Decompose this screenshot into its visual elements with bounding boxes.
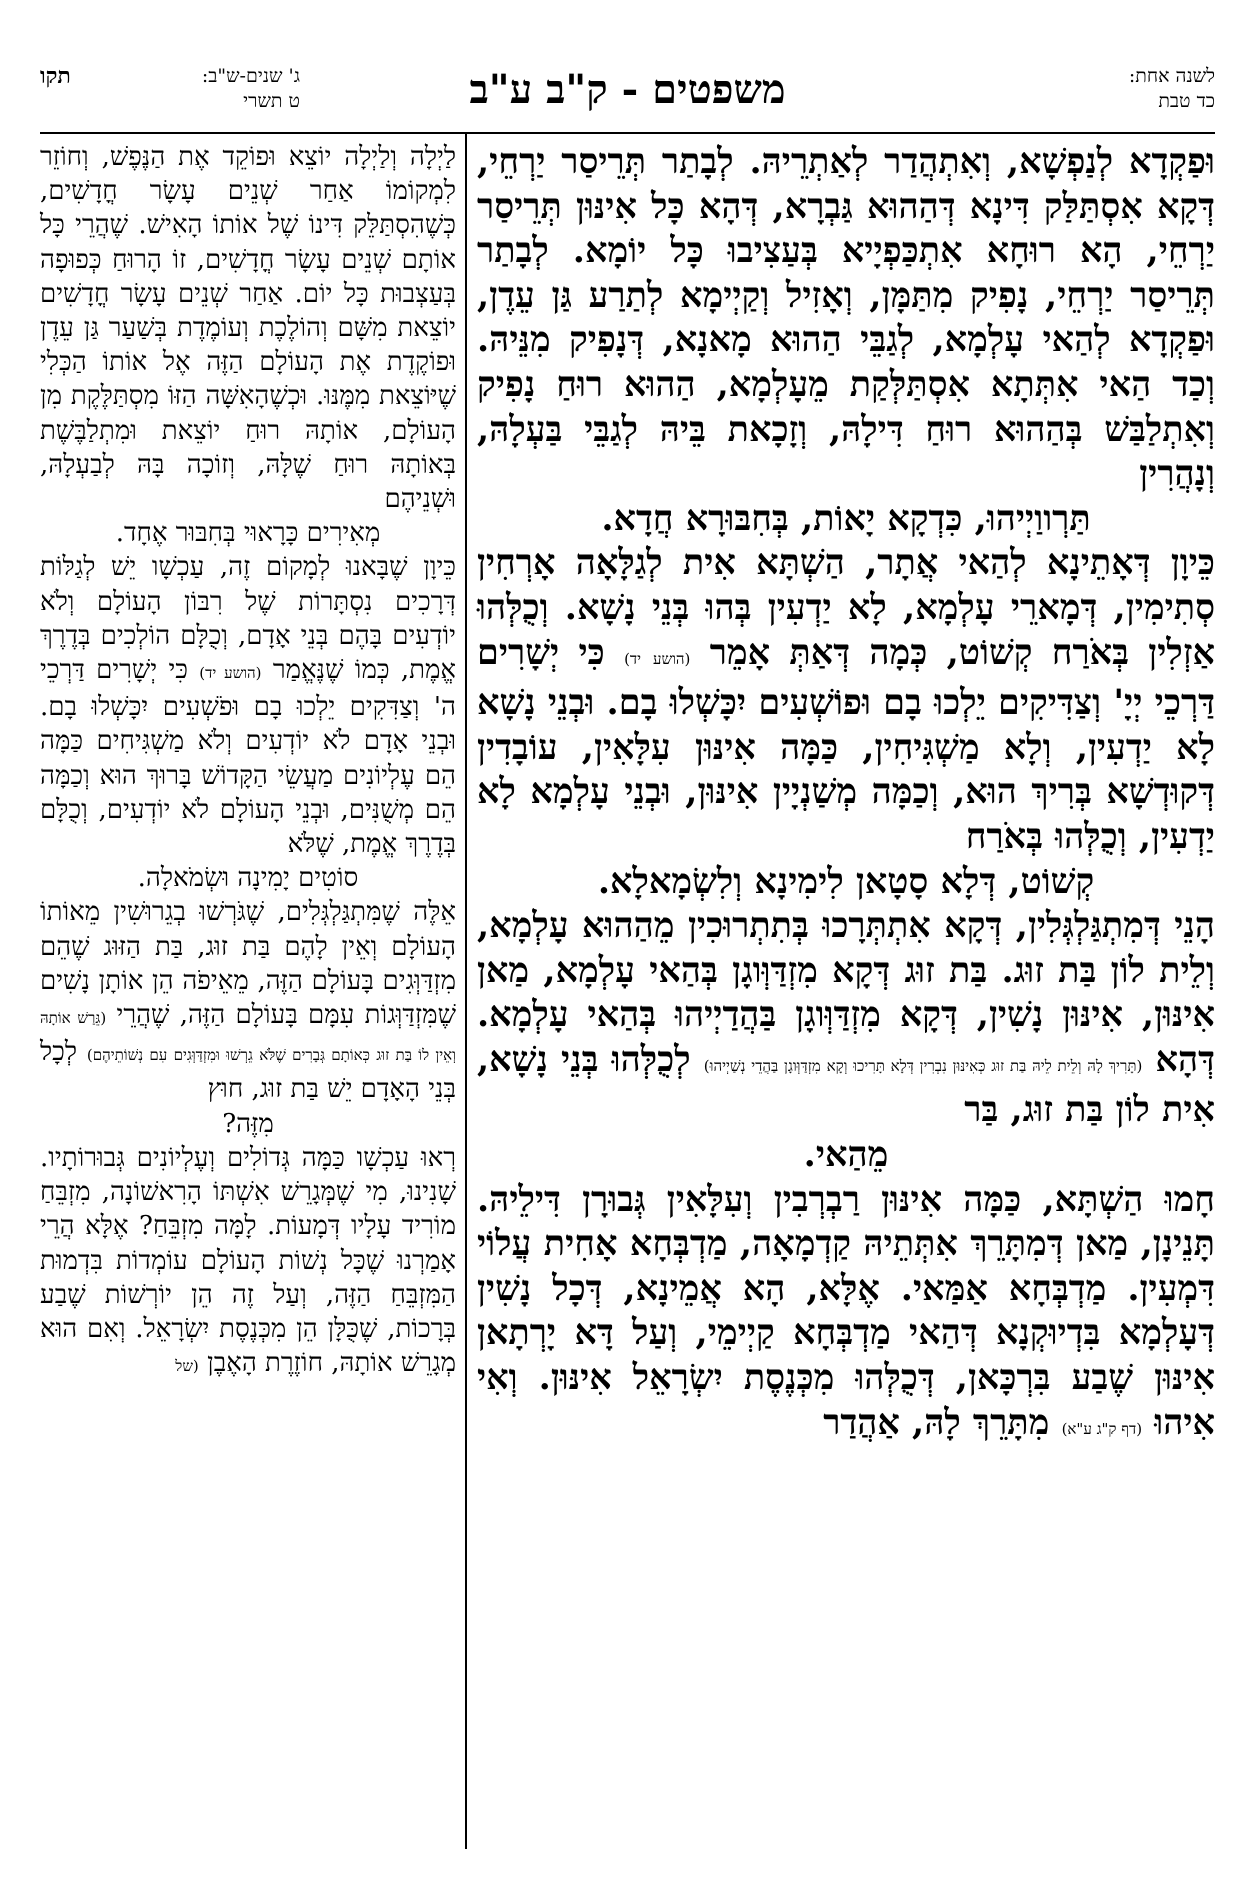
paragraph-text: כֵּיוָן דְּאָתֵינָא לְהַאי אֲתָר, הַשְׁתָּא אִית לְגַלָּאָה אָרְחִין סְתִימִין, דְּמָארֵי עָלְמָא, לָא יַדְעִין בְּהוּ בְּנֵי נָשָׁא. וְכֻלְּהוּ אַזְלִין בְּאֹרַח קְשׁוֹט, כְּמָה דְּאַתְּ אָמֵר: [477, 542, 1216, 673]
paragraph-text: לַיְלָה וְלַיְלָה יוֹצֵא וּפוֹקֵד אֶת הַנֶּפֶשׁ, וְחוֹזֵר לִמְקוֹמוֹ אַחַר שְׁנֵים עָשָׂר חֳדָשִׁים, כְּשֶׁהִסְתַּלֵּק דִּינוֹ שֶׁל אוֹתוֹ הָאִישׁ. שֶׁהֲרֵי כָּל אוֹתָם שְׁנֵים עָשָׂר חֳדָשִׁים, זוֹ הָרוּחַ כְּפוּפָה בְּעַצְבוּת כָּל יוֹם. אַחַר שְׁנֵים עָשָׂר חֳדָשִׁים יוֹצֵאת מִשָּׁם וְהוֹלֶכֶת וְעוֹמֶדֶת בְּשַׁעַר גַּן עֵדֶן וּפוֹקֶדֶת אֶת הָעוֹלָם הַזֶּה אֶל אוֹתוֹ הַכְּלִי שֶׁיּוֹצֵאת מִמֶּנּוּ. וּכְשֶׁהָאִשָּׁה הַזּוֹ מִסְתַּלֶּקֶת מִן הָעוֹלָם, אוֹתָהּ רוּחַ יוֹצֵאת וּמִתְלַבֶּשֶׁת בְּאוֹתָהּ רוּחַ שֶׁלָּהּ, וְזוֹכָה בָּהּ לְבַעְלָהּ, וּשְׁנֵיהֶם: [40, 142, 456, 515]
paragraph-text: כִּי יְשָׁרִים דַּרְכֵי יְיָ' וְצַדִּיקִים יֵלְכוּ בָם וּפוֹשְׁעִים יִכָּשְׁלוּ בָם. וּבְנֵי נָשָׁא לָא יַדְעִין, וְלָא מַשְׁגִּיחִין, כַּמָּה אִינּוּן עִלָּאִין, עוֹבָדִין דְּקוּדְשָׁא בְּרִיךְ הוּא, וְכַמָּה מְשַׁנְיָין אִינּוּן, וּבְנֵי עָלְמָא לָא יַדְעִין, וְכֻלְּהוּ בְּאֹרַח: [477, 631, 1215, 857]
paragraph-last-line: קְשׁוֹט, דְּלָא סָטָאן לִימִינָא וְלִשְׂמָאלָא.: [597, 860, 1095, 902]
paragraph-text: לְכָל בְּנֵי הָאָדָם יֵשׁ בַּת זוּג, חוּץ: [40, 1037, 456, 1105]
paragraph-text: חָמוּ הַשְׁתָּא, כַּמָּה אִינּוּן רַבְרְבִין וְעִלָּאִין גְּבוּרָן דִּילֵיהּ. תָּנֵינָן, מַאן דְּמִתָּרֵךְ אִתְּתֵיהּ קַדְמָאָה, מַדְבְּחָא אָחִית עֲלוֹי דִּמְעִין. מַדְבְּחָא אַמַּאי. אֶלָּא, הָא אֲמֵינָא, דְּכָל נָשִׁין דְּעָלְמָא בִּדְיוּקְנָא דְּהַאי מַדְבְּחָא קַיְימֵי, וְעַל דָּא יָרְתָאן אִינּוּן שֶׁבַע בִּרְכָּאן, דְּכֻלְּהוּ מִכְּנֶסֶת יִשְׂרָאֵל אִינּוּן. וְאִי אִיהוּ: [477, 1178, 1215, 1443]
paragraph-text: וּפַקְדָא לְנַפְשָׁא, וְאִתְהֲדַר לְאַתְרֵיהּ. לְבָתַר תְּרֵיסַר יַרְחֵי, דְּקָא אִסְתַּלַּק דִּינָא דְּהַהוּא גַּבְרָא, דְּהָא כָּל אִינּוּן תְּרֵיסַר יַרְחֵי, הָא רוּחָא אִתְכַּפְיָיא בְּעַצִיבוּ כָּל יוֹמָא. לְבָתַר תְּרֵיסַר יַרְחֵי, נָפִיק מִתַּמָּן, וְאָזִיל וְקַיְימָא לְתַרַע גַּן עֵדֶן, וּפַקְדָא לְהַאי עָלְמָא, לְגַבֵּי הַהוּא מָאנָא, דְּנָפִיק מִנֵּיהּ. וְכַד הַאי אִתְּתָא אִסְתַּלְּקַת מֵעָלְמָא, הַהוּא רוּחַ נָפִיק וְאִתְלַבַּשׁ בְּהַהוּא רוּחַ דִּילָהּ, וְזָכָאת בֵּיהּ לְגַבֵּי בַּעְלָהּ, וְנָהֲרִין: [477, 141, 1215, 495]
paragraph-text: מִתָּרֵךְ לָהּ, אַהֲדַר: [823, 1401, 1050, 1443]
inline-gloss: (של: [175, 1357, 199, 1376]
paragraph: [477, 541, 1215, 859]
paragraph: [477, 140, 1215, 497]
column-divider: [465, 134, 467, 1849]
page-number: תקו: [40, 63, 71, 89]
aramaic-text-column: [477, 140, 1215, 1451]
paragraph: [40, 140, 456, 516]
paragraph-text: אֵלֶּה שֶׁמִּתְגַּלְגְּלִים, שֶׁגֹּרְשׁוּ בְגֵרוּשִׁין מֵאוֹתוֹ הָעוֹלָם וְאֵין לָהֶם בַּת זוּג, בַּת הַזּוּג שֶׁהֵם מִזְדַּוְּגִים בָּעוֹלָם הַזֶּה, מֵאֵיפֹה הֵן אוֹתָן נָשִׁים שֶׁמִּזְדַּוְּגוֹת עִמָּם בָּעוֹלָם הַזֶּה, שֶׁהֲרֵי: [40, 897, 456, 1031]
hebrew-translation-column: [40, 140, 456, 1383]
paragraph-text: כֵּיוָן שֶׁבָּאנוּ לְמָקוֹם זֶה, עַכְשָׁו יֵשׁ לְגַלּוֹת דְּרָכִים נִסְתָּרוֹת שֶׁל רִבּוֹן הָעוֹלָם וְלֹא יוֹדְעִים בָּהֶם בְּנֵי אָדָם, וְכֻלָּם הוֹלְכִים בְּדֶרֶךְ אֱמֶת, כְּמוֹ שֶׁנֶּאֱמַר: [40, 552, 457, 686]
schedule-date: כד טבת: [1158, 90, 1215, 112]
inline-gloss: (גֵּרַשׁ אוֹתָהּ וְאֵין לוֹ בַּת זוּג כְּאוֹתָם גְּבָרִים שֶׁלֹּא גֵרְשׁוּ וּמִזְדַּוְּגִים עִם נְשׁוֹתֵיהֶם): [40, 1009, 457, 1065]
source-reference: (הושע יד): [199, 664, 262, 683]
paragraph-last-line: מְאִירִים כָּרָאוּי בְּחִבּוּר אֶחָד.: [115, 518, 381, 549]
study-schedule-three-years: [40, 64, 300, 114]
page-header: [40, 60, 1215, 130]
paragraph-text: כִּי יְשָׁרִים דַּרְכֵי ה' וְצַדִּקִים יֵלְכוּ בָם וּפֹשְׁעִים יִכָּשְׁלוּ בָם. וּבְנֵי אָדָם לֹא יוֹדְעִים וְלֹא מַשְׁגִּיחִים כַּמָּה הֵם עֶלְיוֹנִים מַעֲשֵׂי הַקָּדוֹשׁ בָּרוּךְ הוּא וְכַמָּה הֵם מְשֻׁנִּים, וּבְנֵי הָעוֹלָם לֹא יוֹדְעִים, וְכֻלָּם בְּדֶרֶךְ אֱמֶת, שֶׁלֹּא: [40, 655, 456, 860]
paragraph: [40, 550, 456, 861]
paragraph-text: לְכֻלְּהוּ בְּנֵי נָשָׁא, אִית לוֹן בַּת זוּג, בַּר: [477, 1038, 1215, 1131]
paragraph: [40, 895, 456, 1106]
paragraph-last-line: תַּרְווַיְיהוּ, כִּדְקָא יָאוֹת, בְּחִבּוּרָא חֲדָא.: [601, 497, 1091, 539]
header-divider: [40, 132, 1215, 134]
source-reference: (הושע יד): [624, 649, 691, 668]
paragraph: [477, 1178, 1215, 1452]
paragraph-last-line: מִזֶּה?: [222, 1108, 274, 1139]
paragraph: [40, 1141, 456, 1383]
inline-gloss: (תָּרִיךְ לָהּ וְלֵית לֵיהּ בַּת זוּג כְּאִינּוּן נִבְרִין דְּלָא תָּרִיכוּ וְקָא מִזְדַּוְּוגָן בַּהֲדֵי נְשַׁיְיהוּ): [703, 1056, 1143, 1075]
paragraph-text: הָנֵי דְּמִתְגַּלְגְּלִין, דְּקָא אִתְתְּרָכוּ בְּתִתְרוּכִין מֵהַהוּא עָלְמָא, וְלֵית לוֹן בַּת זוּג. בַּת זוּג דְּקָא מִזְדַּוְּוגָן בְּהַאי עָלְמָא, מַאן אִינּוּן, אִינּוּן נָשִׁין, דְּקָא מִזְדַּוְּוגָן בַּהֲדַיְיהוּ בְּהַאי עָלְמָא. דְּהָא: [477, 905, 1215, 1080]
schedule-label: ג' שנים-ש"ב:: [201, 65, 300, 87]
paragraph: [477, 904, 1215, 1133]
page-reference: (דף ק"ג ע"א): [1061, 1419, 1143, 1438]
paragraph-last-line: סוֹטִים יָמִינָה וּשְׂמֹאלָה.: [137, 863, 359, 894]
schedule-label: לשנה אחת:: [1128, 65, 1215, 87]
paragraph-last-line: מֵהַאי.: [803, 1134, 889, 1176]
schedule-date: ט תשרי: [243, 90, 300, 112]
page-title: משפטים - ק"ב ע"ב: [469, 66, 786, 113]
paragraph-text: רְאוּ עַכְשָׁו כַּמָּה גְּדוֹלִים וְעֶלְיוֹנִים גְּבוּרוֹתָיו. שָׁנִינוּ, מִי שֶׁמְּגָרֵשׁ אִשְׁתּוֹ הָרִאשׁוֹנָה, מִזְבֵּחַ מוֹרִיד עָלָיו דְּמָעוֹת. לָמָּה מִזְבֵּחַ? אֶלָּא הֲרֵי אָמַרְנוּ שֶׁכָּל נְשׁוֹת הָעוֹלָם עוֹמְדוֹת בִּדְמוּת הַמִּזְבֵּחַ הַזֶּה, וְעַל זֶה הֵן יוֹרְשׁוֹת שֶׁבַע בְּרָכוֹת, שֶׁכֻּלָּן הֵן מִכְּנֶסֶת יִשְׂרָאֵל. וְאִם הוּא מְגָרֵשׁ אוֹתָהּ, חוֹזֶרֶת הָאֶבֶן: [40, 1142, 456, 1379]
